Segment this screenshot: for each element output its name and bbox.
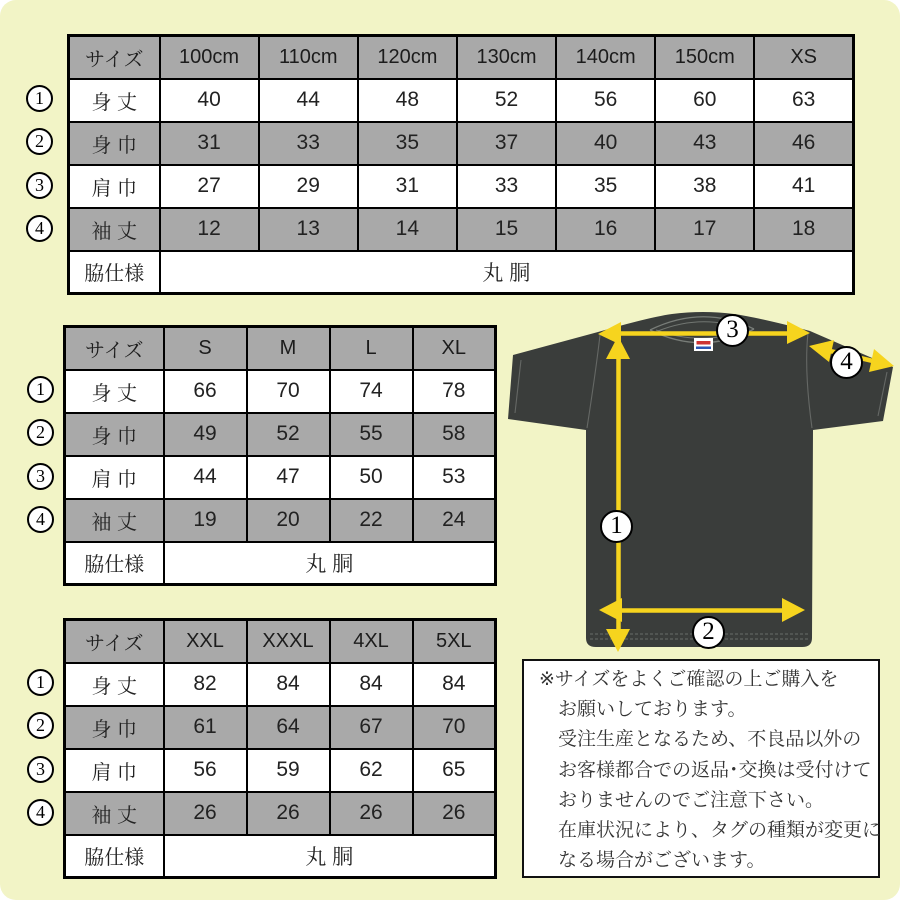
side-spec-value: 丸 胴 [160, 251, 854, 294]
size-table-kids-xs [67, 34, 855, 295]
measurement-cell: 12 [160, 208, 259, 251]
row-marker-1: 1 [26, 85, 53, 112]
row-label: 袖 丈 [69, 208, 160, 251]
measure-label-4: 4 [830, 346, 863, 379]
measurement-cell: 61 [164, 706, 247, 749]
measure-label-1: 1 [600, 510, 633, 543]
measure-label-3: 3 [716, 314, 749, 347]
row-marker-1: 1 [27, 669, 54, 696]
measurement-cell: 31 [160, 122, 259, 165]
row-label: 袖 丈 [65, 792, 164, 835]
row-marker-3: 3 [26, 172, 53, 199]
measurement-cell: 24 [413, 499, 496, 542]
measurement-cell: 20 [247, 499, 330, 542]
row-marker-2: 2 [27, 712, 54, 739]
measurement-cell: 14 [358, 208, 457, 251]
row-label: 身 丈 [65, 663, 164, 706]
row-marker-2: 2 [27, 419, 54, 446]
row-marker-3: 3 [27, 756, 54, 783]
size-table-kids-xs [67, 34, 855, 293]
measurement-cell: 63 [754, 79, 853, 122]
measurement-cell: 53 [413, 456, 496, 499]
row-markers-kids-xs [26, 85, 53, 242]
row-markers-xxl-5xl [27, 669, 54, 826]
row-marker-3: 3 [27, 463, 54, 490]
measurement-cell: 29 [259, 165, 358, 208]
measurement-cell: 40 [160, 79, 259, 122]
size-header-cell: サイズ [69, 36, 160, 79]
notice-line-1: ※サイズをよくご確認の上ご購入を [539, 669, 839, 690]
row-label: 身 丈 [69, 79, 160, 122]
measurement-cell: 56 [556, 79, 655, 122]
measurement-cell: 56 [164, 749, 247, 792]
measurement-cell: 84 [330, 663, 413, 706]
measurement-cell: 52 [247, 413, 330, 456]
measurement-cell: 48 [358, 79, 457, 122]
size-table-xxl-5xl [63, 618, 497, 879]
column-header: L [330, 327, 413, 370]
measurement-cell: 84 [247, 663, 330, 706]
measurement-cell: 37 [457, 122, 556, 165]
printstar-neck-tag-icon [694, 338, 713, 351]
size-table-s-xl [63, 325, 497, 585]
measurement-cell: 67 [330, 706, 413, 749]
measurement-cell: 78 [413, 370, 496, 413]
column-header: 140cm [556, 36, 655, 79]
measurement-cell: 50 [330, 456, 413, 499]
measurement-cell: 62 [330, 749, 413, 792]
measurement-cell: 26 [413, 792, 496, 835]
row-label: 身 丈 [65, 370, 164, 413]
size-header-cell: サイズ [65, 327, 164, 370]
measurement-cell: 33 [259, 122, 358, 165]
purchase-notice-box [522, 659, 880, 878]
measurement-cell: 65 [413, 749, 496, 792]
row-label: 脇仕様 [65, 835, 164, 878]
notice-line-3: 受注生産となるため、不良品以外の [558, 729, 862, 751]
row-label: 脇仕様 [69, 251, 160, 294]
size-header-cell: サイズ [65, 620, 164, 663]
measurement-cell: 27 [160, 165, 259, 208]
column-header: 110cm [259, 36, 358, 79]
measurement-cell: 70 [413, 706, 496, 749]
measurement-cell: 84 [413, 663, 496, 706]
measurement-cell: 15 [457, 208, 556, 251]
measurement-cell: 26 [247, 792, 330, 835]
notice-line-6: 在庫状況により、タグの種類が変更に [558, 820, 882, 842]
row-label: 肩 巾 [65, 749, 164, 792]
column-header: 5XL [413, 620, 496, 663]
measurement-cell: 49 [164, 413, 247, 456]
measurement-cell: 33 [457, 165, 556, 208]
measurement-cell: 38 [655, 165, 754, 208]
measurement-cell: 59 [247, 749, 330, 792]
notice-line-7: なる場合がございます。 [558, 850, 766, 872]
measurement-cell: 16 [556, 208, 655, 251]
measurement-cell: 64 [247, 706, 330, 749]
measurement-cell: 60 [655, 79, 754, 122]
measurement-cell: 13 [259, 208, 358, 251]
measurement-cell: 44 [259, 79, 358, 122]
size-table-xxl-5xl [63, 618, 497, 878]
size-table-s-xl [63, 325, 497, 586]
row-label: 身 巾 [69, 122, 160, 165]
row-marker-4: 4 [27, 799, 54, 826]
measurement-cell: 66 [164, 370, 247, 413]
measurement-cell: 40 [556, 122, 655, 165]
column-header: XS [754, 36, 853, 79]
measurement-cell: 70 [247, 370, 330, 413]
row-marker-1: 1 [27, 376, 54, 403]
column-header: 130cm [457, 36, 556, 79]
measurement-cell: 31 [358, 165, 457, 208]
column-header: 4XL [330, 620, 413, 663]
measurement-cell: 43 [655, 122, 754, 165]
measurement-cell: 47 [247, 456, 330, 499]
column-header: XXXL [247, 620, 330, 663]
measurement-cell: 35 [358, 122, 457, 165]
measurement-cell: 19 [164, 499, 247, 542]
column-header: M [247, 327, 330, 370]
notice-line-4: お客様都合での返品･交換は受付けて [558, 759, 872, 781]
measurement-cell: 26 [330, 792, 413, 835]
row-label: 身 巾 [65, 706, 164, 749]
column-header: 150cm [655, 36, 754, 79]
column-header: 120cm [358, 36, 457, 79]
row-marker-2: 2 [26, 128, 53, 155]
measurement-cell: 55 [330, 413, 413, 456]
measurement-cell: 82 [164, 663, 247, 706]
notice-line-5: おりませんのでご注意下さい。 [558, 789, 825, 811]
measure-label-2: 2 [692, 616, 725, 649]
column-header: 100cm [160, 36, 259, 79]
side-spec-value: 丸 胴 [164, 835, 496, 878]
row-label: 肩 巾 [65, 456, 164, 499]
measurement-cell: 41 [754, 165, 853, 208]
row-marker-4: 4 [26, 215, 53, 242]
measurement-cell: 74 [330, 370, 413, 413]
row-label: 肩 巾 [69, 165, 160, 208]
side-spec-value: 丸 胴 [164, 542, 496, 585]
column-header: XXL [164, 620, 247, 663]
measurement-cell: 22 [330, 499, 413, 542]
row-label: 脇仕様 [65, 542, 164, 585]
measurement-cell: 46 [754, 122, 853, 165]
column-header: XL [413, 327, 496, 370]
measurement-cell: 17 [655, 208, 754, 251]
row-marker-4: 4 [27, 506, 54, 533]
notice-line-2: お願いしております。 [558, 699, 747, 721]
row-label: 身 巾 [65, 413, 164, 456]
measurement-cell: 35 [556, 165, 655, 208]
measurement-cell: 58 [413, 413, 496, 456]
row-label: 袖 丈 [65, 499, 164, 542]
measurement-cell: 26 [164, 792, 247, 835]
column-header: S [164, 327, 247, 370]
measurement-cell: 44 [164, 456, 247, 499]
row-markers-s-xl [27, 376, 54, 533]
measurement-cell: 52 [457, 79, 556, 122]
measurement-cell: 18 [754, 208, 853, 251]
